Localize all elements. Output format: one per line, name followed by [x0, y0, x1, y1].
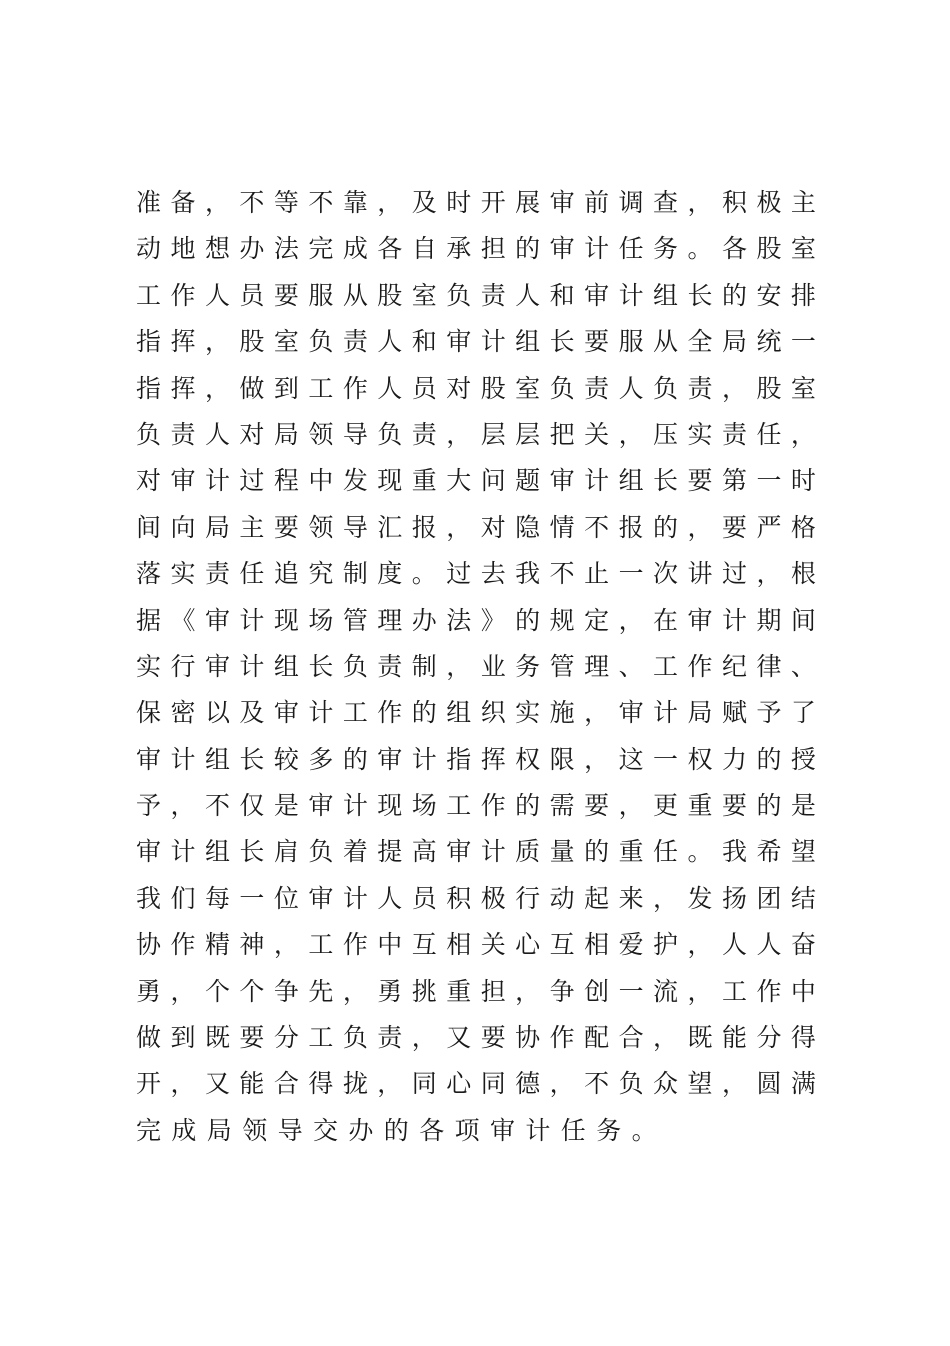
text-line-7: 对 审 计 过 程 中 发 现 重 大 问 题 审 计 组 长 要 第 一 时: [136, 466, 816, 496]
text-line-15: 审 计 组 长 肩 负 着 提 高 审 计 质 量 的 重 任 。 我 希 望: [136, 837, 816, 867]
text-line-6: 负 责 人 对 局 领 导 负 责 ， 层 层 把 关 ， 压 实 责 任 ，: [136, 419, 816, 449]
text-line-13: 审 计 组 长 较 多 的 审 计 指 挥 权 限 ， 这 一 权 力 的 授: [136, 744, 816, 774]
text-line-8: 间 向 局 主 要 领 导 汇 报 ， 对 隐 情 不 报 的 ， 要 严 格: [136, 512, 816, 542]
text-line-5: 指 挥 ， 做 到 工 作 人 员 对 股 室 负 责 人 负 责 ， 股 室: [136, 373, 816, 403]
text-line-21: 完成局领导交办的各项审计任务。: [136, 1115, 668, 1145]
text-line-19: 做 到 既 要 分 工 负 责 ， 又 要 协 作 配 合 ， 既 能 分 得: [136, 1023, 816, 1053]
text-line-16: 我 们 每 一 位 审 计 人 员 积 极 行 动 起 来 ， 发 扬 团 结: [136, 883, 816, 913]
text-line-11: 实 行 审 计 组 长 负 责 制 ， 业 务 管 理 、 工 作 纪 律 、: [136, 651, 816, 681]
text-line-4: 指 挥 ， 股 室 负 责 人 和 审 计 组 长 要 服 从 全 局 统 一: [136, 327, 816, 357]
text-line-10: 据 《 审 计 现 场 管 理 办 法 》 的 规 定 ， 在 审 计 期 间: [136, 605, 816, 635]
text-line-9: 落 实 责 任 追 究 制 度 。 过 去 我 不 止 一 次 讲 过 ， 根: [136, 559, 816, 589]
text-line-17: 协 作 精 神 ， 工 作 中 互 相 关 心 互 相 爱 护 ， 人 人 奋: [136, 930, 816, 960]
text-line-18: 勇 ， 个 个 争 先 ， 勇 挑 重 担 ， 争 创 一 流 ， 工 作 中: [136, 976, 816, 1006]
text-line-14: 予 ， 不 仅 是 审 计 现 场 工 作 的 需 要 ， 更 重 要 的 是: [136, 791, 816, 821]
body-text: [136, 180, 816, 1154]
text-line-12: 保 密 以 及 审 计 工 作 的 组 织 实 施 ， 审 计 局 赋 予 了: [136, 698, 816, 728]
text-line-1: 准 备 ， 不 等 不 靠 ， 及 时 开 展 审 前 调 查 ， 积 极 主: [136, 188, 816, 217]
text-line-3: 工 作 人 员 要 服 从 股 室 负 责 人 和 审 计 组 长 的 安 排: [136, 280, 816, 310]
text-line-20: 开 ， 又 能 合 得 拢 ， 同 心 同 德 ， 不 负 众 望 ， 圆 满: [136, 1069, 816, 1099]
text-line-2: 动 地 想 办 法 完 成 各 自 承 担 的 审 计 任 务 。 各 股 室: [136, 234, 816, 264]
